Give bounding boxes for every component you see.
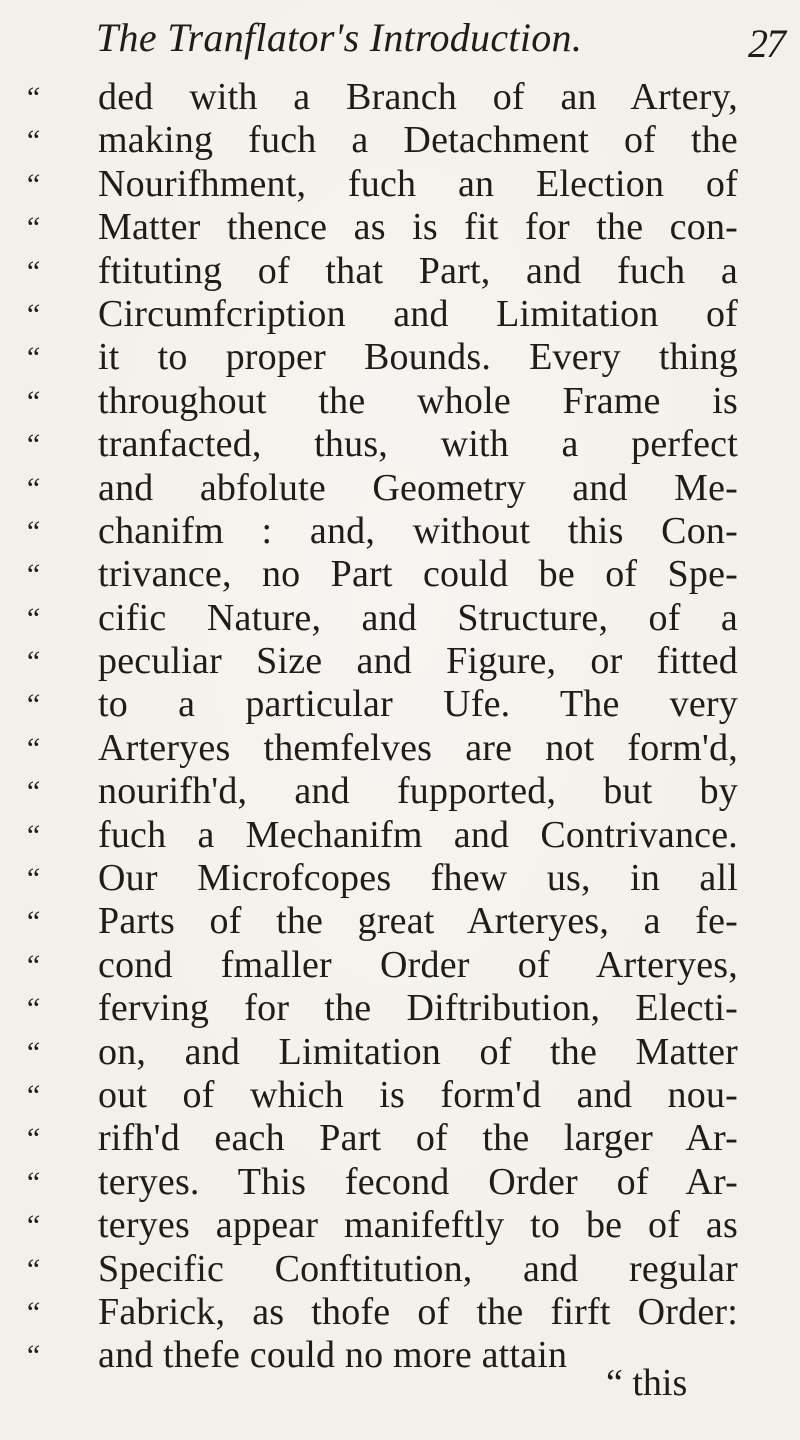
quote-mark: “ (24, 1339, 39, 1373)
quote-mark: “ (24, 1165, 39, 1199)
text-line: on, and Limitation of the Matter (98, 1030, 738, 1073)
text-line: Nourifhment, fuch an Election of (98, 162, 738, 205)
quote-mark: “ (24, 428, 39, 462)
quote-mark: “ (24, 905, 39, 939)
quote-mark: “ (24, 1209, 39, 1243)
quote-mark: “ (24, 601, 39, 635)
quote-mark: “ (24, 1252, 39, 1286)
quote-mark: “ (24, 514, 39, 548)
quote-mark: “ (24, 775, 39, 809)
text-line: ferving for the Diftribution, Electi- (98, 987, 738, 1030)
text-line: Fabrick, as thofe of the firft Order: (98, 1290, 738, 1333)
text-line: trivance, no Part could be of Spe- (98, 553, 738, 596)
quote-mark: “ (24, 384, 39, 418)
quote-mark: “ (24, 645, 39, 679)
text-line: Arteryes themfelves are not form'd, (98, 726, 738, 769)
text-line: and abfolute Geometry and Me- (98, 466, 738, 509)
quote-mark: “ (24, 558, 39, 592)
text-line: peculiar Size and Figure, or fitted (98, 640, 738, 683)
quote-mark: “ (24, 297, 39, 331)
text-line: making fuch a Detachment of the (98, 119, 738, 162)
margin-quote-marks (24, 76, 64, 1378)
text-line: Parts of the great Arteryes, a fe- (98, 900, 738, 943)
catchword: “ this (606, 1362, 688, 1404)
page-number: 27 (748, 21, 784, 66)
text-line: tranfacted, thus, with a perfect (98, 423, 738, 466)
text-line: nourifh'd, and fupported, but by (98, 770, 738, 813)
text-line: ftituting of that Part, and fuch a (98, 249, 738, 292)
body-text (98, 76, 738, 1378)
text-line: and thefe could no more attain (98, 1334, 568, 1377)
quote-mark: “ (24, 254, 39, 288)
quote-mark: “ (24, 992, 39, 1026)
quote-mark: “ (24, 1035, 39, 1069)
text-line: rifh'd each Part of the larger Ar- (98, 1117, 738, 1160)
quote-mark: “ (24, 81, 39, 114)
text-line: it to proper Bounds. Every thing (98, 336, 738, 379)
quote-mark: “ (24, 1295, 39, 1329)
quote-mark: “ (24, 211, 39, 245)
text-line: out of which is form'd and nou- (98, 1073, 738, 1116)
text-line: to a particular Ufe. The very (98, 683, 738, 726)
quote-mark: “ (24, 124, 39, 158)
text-line: throughout the whole Frame is (98, 379, 738, 422)
text-line: chanifm : and, without this Con- (98, 509, 738, 552)
running-header: The Tranflator's Introduction. (96, 15, 583, 60)
text-line: teryes. This fecond Order of Ar- (98, 1160, 738, 1203)
quote-mark: “ (24, 818, 39, 852)
quote-mark: “ (24, 471, 39, 505)
quote-mark: “ (24, 1078, 39, 1112)
text-line: Specific Conftitution, and regular (98, 1247, 738, 1290)
text-line: Our Microfcopes fhew us, in all (98, 857, 738, 900)
quote-mark: “ (24, 862, 39, 896)
text-line: Matter thence as is fit for the con- (98, 206, 738, 249)
quote-mark: “ (24, 1122, 39, 1156)
quote-mark: “ (24, 948, 39, 982)
text-line: Circumfcription and Limitation of (98, 292, 738, 335)
text-line: cific Nature, and Structure, of a (98, 596, 738, 639)
quote-mark: “ (24, 341, 39, 375)
text-line: cond fmaller Order of Arteryes, (98, 943, 738, 986)
quote-mark: “ (24, 688, 39, 722)
text-line: fuch a Mechanifm and Contrivance. (98, 813, 738, 856)
text-line: ded with a Branch of an Artery, (98, 76, 738, 118)
quote-mark: “ (24, 731, 39, 765)
quote-mark: “ (24, 167, 39, 201)
text-line: teryes appear manifeftly to be of as (98, 1204, 738, 1247)
